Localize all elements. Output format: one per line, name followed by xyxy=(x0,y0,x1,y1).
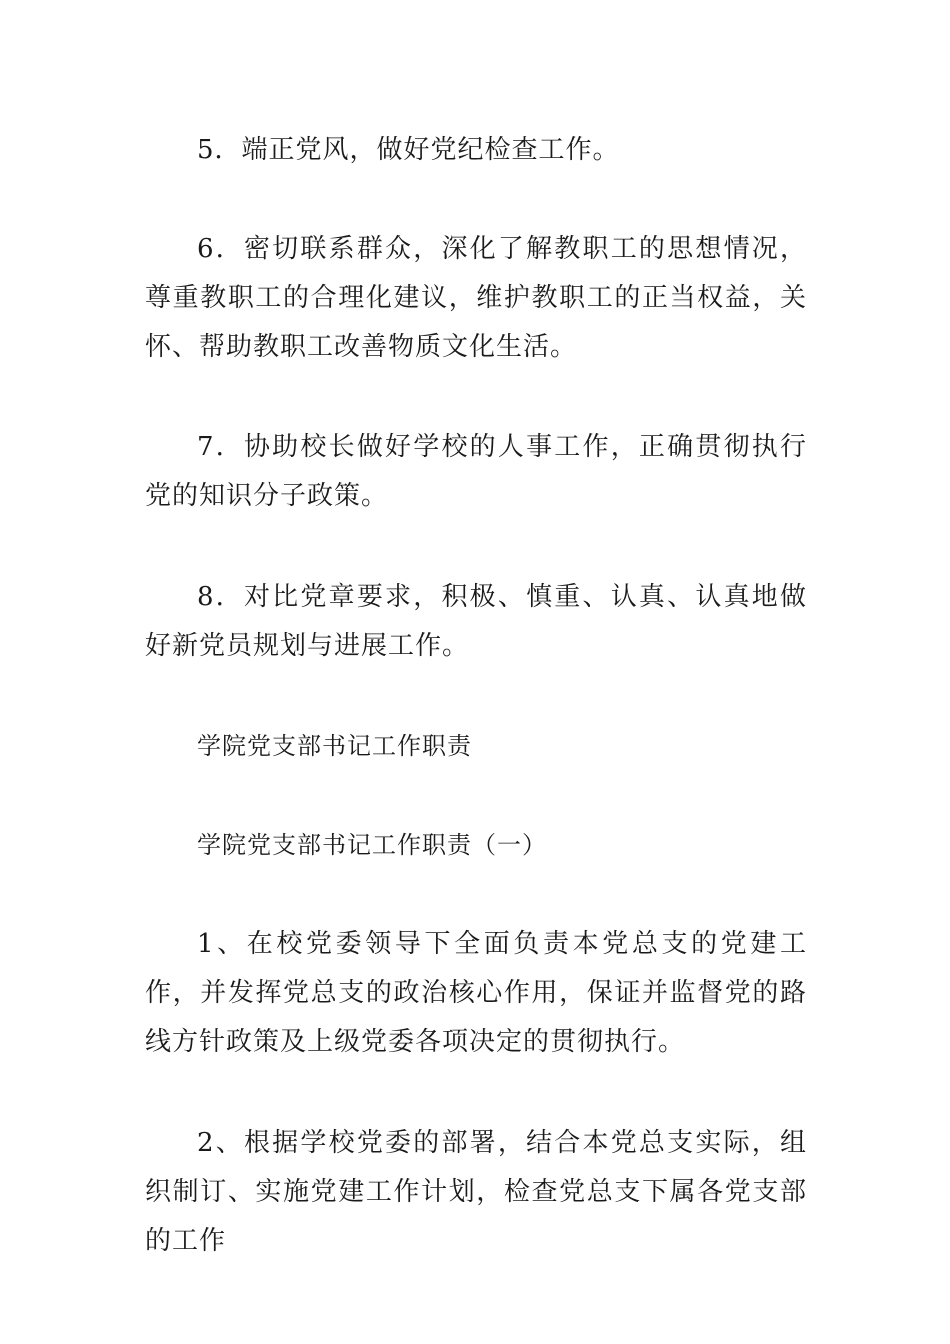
paragraph-8: 8．对比党章要求，积极、慎重、认真、认真地做好新党员规划与进展工作。 xyxy=(145,582,807,661)
duty-item-2: 2、根据学校党委的部署，结合本党总支实际，组织制订、实施党建工作计划，检查党总支下属各党支部的工作 xyxy=(145,1128,807,1256)
subsection-heading: 学院党支部书记工作职责（一） xyxy=(197,831,547,859)
paragraph-5: 5．端正党风，做好党纪检查工作。 xyxy=(197,135,620,165)
paragraph-7: 7．协助校长做好学校的人事工作，正确贯彻执行党的知识分子政策。 xyxy=(145,432,807,511)
paragraph-6: 6．密切联系群众，深化了解教职工的思想情况，尊重教职工的合理化建议，维护教职工的正当权益，关怀、帮助教职工改善物质文化生活。 xyxy=(145,234,807,362)
duty-item-1: 1、在校党委领导下全面负责本党总支的党建工作，并发挥党总支的政治核心作用，保证并监督党的路线方针政策及上级党委各项决定的贯彻执行。 xyxy=(145,929,807,1057)
section-heading: 学院党支部书记工作职责 xyxy=(197,732,472,760)
